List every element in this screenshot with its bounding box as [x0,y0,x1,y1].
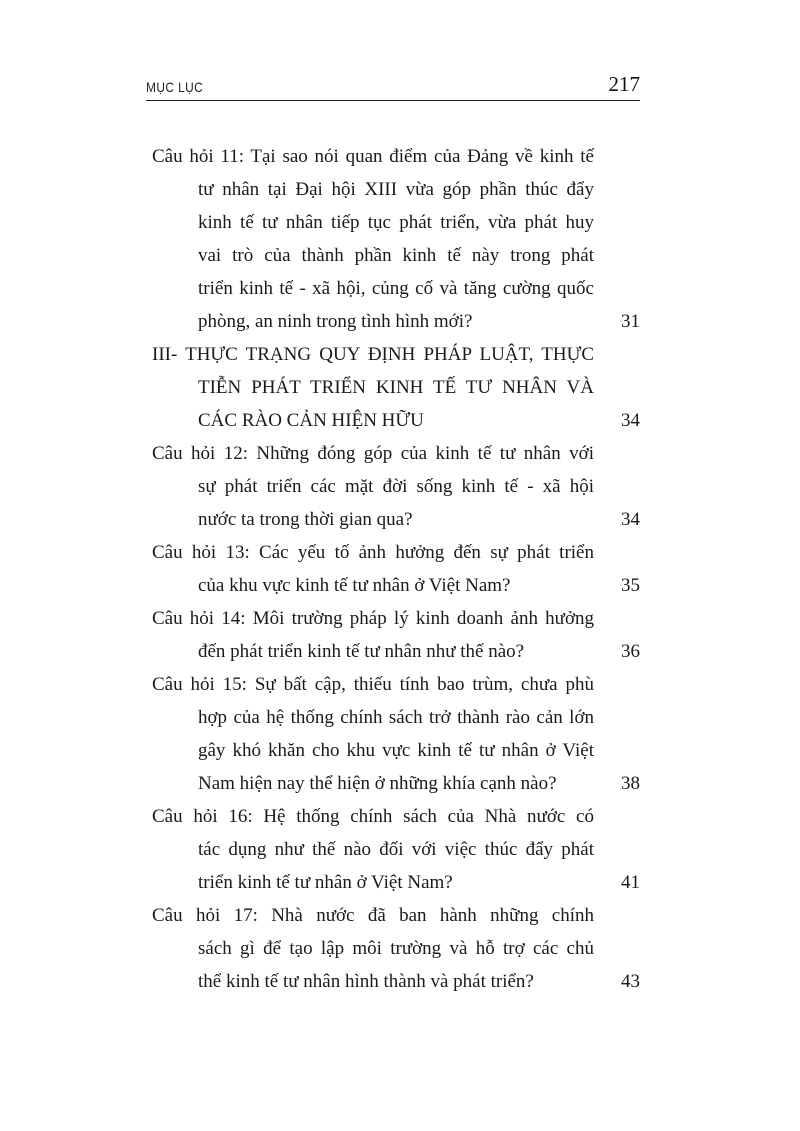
toc-entry-line: hợp của hệ thống chính sách trở thành rào cản lớn [198,707,594,728]
toc-entry-line: đến phát triển kinh tế tư nhân như thế nào? [198,641,525,662]
toc-entry-line: Câu hỏi 12: Những đóng góp của kinh tế tư nhân với [152,443,594,464]
toc-entry-question-15[interactable] [152,668,640,800]
running-header [146,66,640,101]
toc-entry-question-13[interactable] [152,536,640,602]
toc-entry-question-11[interactable] [152,140,640,338]
toc-entry-question-16[interactable] [152,800,640,899]
toc-page-number: 41 [621,872,640,893]
toc-entry-question-14[interactable] [152,602,640,668]
toc-page-number: 35 [621,575,640,596]
toc-entry-question-17[interactable] [152,899,640,998]
toc-entry-line: của khu vực kinh tế tư nhân ở Việt Nam? [198,575,511,596]
toc-entry-line: nước ta trong thời gian qua? [198,509,413,530]
toc-entry-line: gây khó khăn cho khu vực kinh tế tư nhân ở Việt [198,740,594,761]
toc-entry-line: kinh tế tư nhân tiếp tục phát triển, vừa phát huy [198,212,594,233]
toc-page-number: 38 [621,773,640,794]
toc-entry-line: Nam hiện nay thể hiện ở những khía cạnh nào? [198,773,557,794]
toc-entry-line: vai trò của thành phần kinh tế này trong phát [198,245,594,266]
page-number: 217 [608,72,640,96]
toc-entry-line: sự phát triển các mặt đời sống kinh tế - xã hội [198,476,594,497]
toc-entry-line: thể kinh tế tư nhân hình thành và phát triển? [198,971,534,992]
toc-entry-line: Câu hỏi 14: Môi trường pháp lý kinh doanh ảnh hưởng [152,608,594,629]
toc-entry-line: Câu hỏi 13: Các yếu tố ảnh hưởng đến sự phát triển [152,542,594,563]
toc-entry-line: Câu hỏi 15: Sự bất cập, thiếu tính bao trùm, chưa phù [152,674,594,695]
toc-entry-line: Câu hỏi 17: Nhà nước đã ban hành những chính [152,905,594,926]
toc-page-number: 36 [621,641,640,662]
toc-entry-question-12[interactable] [152,437,640,536]
toc-page-number: 31 [621,311,640,332]
toc-entry-section-iii[interactable] [152,338,640,437]
toc-entry-line: Câu hỏi 11: Tại sao nói quan điểm của Đảng về kinh tế [152,146,594,167]
toc-entry-line: CÁC RÀO CẢN HIỆN HỮU [198,410,424,431]
toc-page-number: 34 [621,410,640,431]
toc-entry-line: sách gì để tạo lập môi trường và hỗ trợ các chủ [198,938,594,959]
toc-entry-line: tư nhân tại Đại hội XIII vừa góp phần thúc đẩy [198,179,594,200]
toc-entry-line: TIỄN PHÁT TRIỂN KINH TẾ TƯ NHÂN VÀ [198,377,594,398]
running-title: MỤC LỤC [146,79,204,95]
toc-entry-line: phòng, an ninh trong tình hình mới? [198,311,473,332]
toc-page-number: 34 [621,509,640,530]
toc-entry-line: triển kinh tế tư nhân ở Việt Nam? [198,872,453,893]
toc-entry-line: triển kinh tế - xã hội, củng cố và tăng cường quốc [198,278,594,299]
toc-entry-line: Câu hỏi 16: Hệ thống chính sách của Nhà nước có [152,806,594,827]
toc-entry-line: III- THỰC TRẠNG QUY ĐỊNH PHÁP LUẬT, THỰC [152,344,594,365]
toc-entry-line: tác dụng như thế nào đối với việc thúc đẩy phát [198,839,594,860]
toc-page-number: 43 [621,971,640,992]
table-of-contents [152,140,640,998]
